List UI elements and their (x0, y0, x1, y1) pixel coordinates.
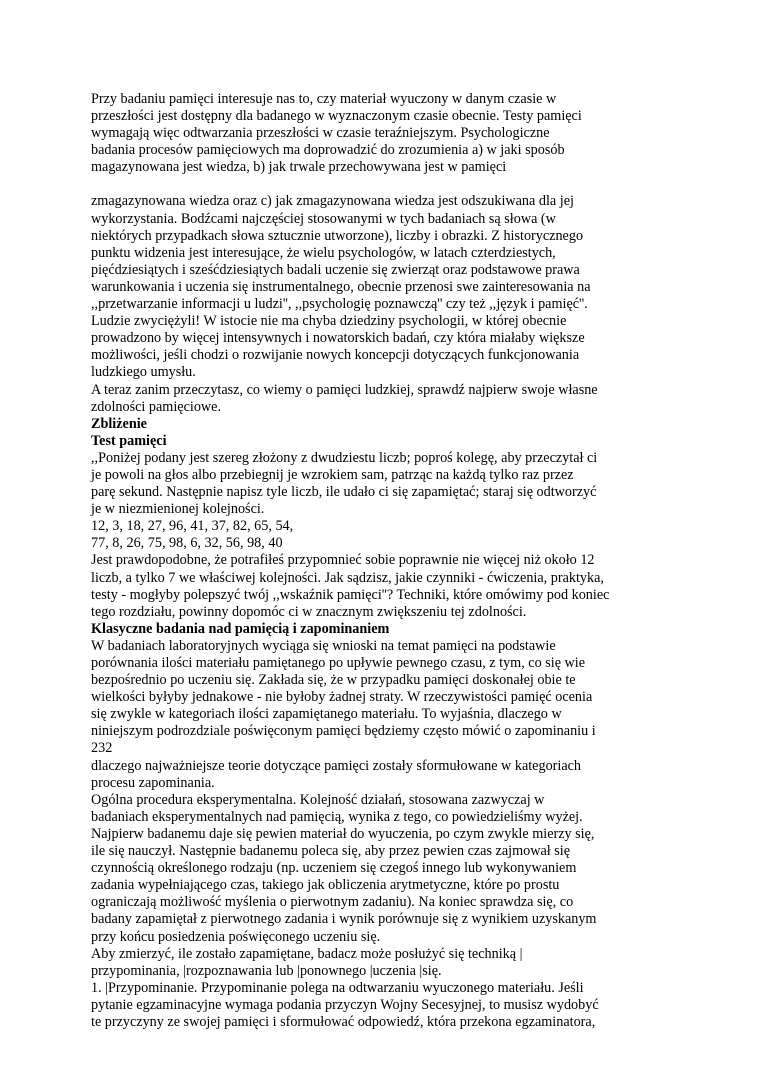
heading-klasyczne-badania: Klasyczne badania nad pamięcią i zapominaniem (91, 620, 390, 637)
text-line: testy - mogłyby polepszyć twój ,,wskaźnik pamięci''? Techniki, które omówimy pod koniec (91, 586, 610, 603)
text-line: zadania wypełniającego czas, takiego jak obliczenia arytmetyczne, które po prostu (91, 877, 560, 894)
text-line: wielkości byłyby jednakowe - nie byłoby żadnej straty. W rzeczywistości pamięć ocenia (91, 689, 593, 706)
text-line: Ludzie zwyciężyli! W istocie nie ma chyba dziedziny psychologii, w której obecnie (91, 313, 567, 330)
text-line: przypominania, |rozpoznawania lub |ponownego |uczenia |się. (91, 962, 442, 979)
text-line: pytanie egzaminacyjne wymaga podania przyczyn Wojny Secesyjnej, to musisz wydobyć (91, 996, 599, 1013)
text-line: czynnością określonego rodzaju (np. uczeniem się czegoś innego lub wykonywaniem (91, 860, 577, 877)
text-line: badania procesów pamięciowych ma doprowadzić do zrozumienia a) w jaki sposób (91, 142, 565, 159)
text-line: bezpośrednio po uczeniu się. Zakłada się, że w przypadku pamięci doskonałej obie te (91, 672, 576, 689)
text-line: się zwykle w kategoriach ilości zapamiętanego materiału. To wyjaśnia, dlaczego w (91, 706, 562, 723)
text-line: Ogólna procedura eksperymentalna. Kolejność działań, stosowana zazwyczaj w (91, 791, 545, 808)
text-line: ograniczają możliwość myślenia o pierwotnym zadaniu). Na koniec sprawdza się, co (91, 894, 574, 911)
text-line: ,,przetwarzanie informacji u ludzi'', ,,psychologię poznawczą'' czy też ,,język i pamięć''. (91, 296, 588, 313)
number-sequence-line: 77, 8, 26, 75, 98, 6, 32, 56, 98, 40 (91, 535, 283, 552)
text-line: 1. |Przypominanie. Przypominanie polega na odtwarzaniu wyuczonego materiału. Jeśli (91, 979, 584, 996)
text-line: ,,Poniżej podany jest szereg złożony z dwudziestu liczb; poproś kolegę, aby przeczytał ci (91, 449, 598, 466)
number-sequence-line: 12, 3, 18, 27, 96, 41, 37, 82, 65, 54, (91, 518, 294, 535)
text-line: ile się nauczył. Następnie badanemu poleca się, aby przez pewien czas zajmował się (91, 843, 571, 860)
heading-test-pamieci: Test pamięci (91, 432, 167, 449)
paragraph-intro (91, 91, 611, 176)
text-line: badaniach eksperymentalnych nad pamięcią, wynika z tego, co powiedzieliśmy wyżej. (91, 808, 583, 825)
page-number: 232 (91, 740, 113, 757)
paragraph-memory-test (91, 450, 611, 621)
text-line: punktu widzenia jest interesujące, że wielu psychologów, w latach czterdziestych, (91, 244, 556, 261)
text-line: W badaniach laboratoryjnych wyciąga się wnioski na temat pamięci na podstawie (91, 637, 556, 654)
paragraph-classic-research (91, 638, 611, 1031)
heading-zblizenie: Zbliżenie (91, 415, 147, 432)
text-line: przy końcu posiedzenia poświęconego uczeniu się. (91, 928, 381, 945)
text-line: warunkowania i uczenia się instrumentalnego, obecnie przenosi swe zainteresowania na (91, 278, 591, 295)
text-line: prowadzono by więcej intensywnych i nowatorskich badań, czy która miałaby większe (91, 330, 585, 347)
text-line: A teraz zanim przeczytasz, co wiemy o pamięci ludzkiej, sprawdź najpierw swoje własne (91, 381, 598, 398)
text-line: tego rozdziału, powinny dopomóc ci w znacznym zwiększeniu tej zdolności. (91, 603, 527, 620)
text-line: dlaczego najważniejsze teorie dotyczące pamięci zostały sformułowane w kategoriach (91, 757, 582, 774)
text-line: liczb, a tylko 7 we właściwej kolejności. Jak sądzisz, jakie czynniki - ćwiczenia, praktyka, (91, 569, 604, 586)
text-line: Przy badaniu pamięci interesuje nas to, czy materiał wyuczony w danym czasie w (91, 91, 557, 107)
text-line: parę sekund. Następnie napisz tyle liczb, ile udało ci się zapamiętać; staraj się odtworzyć (91, 484, 597, 501)
text-line: je powoli na głos albo przebiegnij je wzrokiem sam, patrząc na każdą tylko raz przez (91, 466, 574, 483)
text-line: magazynowana jest wiedza, b) jak trwale przechowywana jest w pamięci (91, 159, 507, 176)
text-line: zmagazynowana wiedza oraz c) jak zmagazynowana wiedza jest odszukiwana dla jej (91, 193, 574, 210)
text-line: możliwości, jeśli chodzi o rozwijanie nowych koncepcji dotyczących funkcjonowania (91, 347, 580, 364)
text-line: niniejszym podrozdziale poświęconym pamięci będziemy często mówić o zapominaniu i (91, 723, 596, 740)
text-line: zdolności pamięciowe. (91, 398, 222, 415)
text-line: pięćdziesiątych i sześćdziesiątych badali uczenie się zwierząt oraz podstawowe prawa (91, 261, 580, 278)
text-line: procesu zapominania. (91, 774, 215, 791)
document-page (91, 91, 611, 1031)
text-line: przeszłości jest dostępny dla badanego w wyznaczonym czasie obecnie. Testy pamięci (91, 108, 582, 125)
text-line: wymagają więc odtwarzania przeszłości w czasie teraźniejszym. Psychologiczne (91, 125, 550, 142)
text-line: badany zapamiętał z pierwotnego zadania i wynik porównuje się z wynikiem uzyskanym (91, 911, 597, 928)
text-line: Aby zmierzyć, ile zostało zapamiętane, badacz może posłużyć się techniką | (91, 945, 523, 962)
text-line: te przyczyny ze swojej pamięci i sformułować odpowiedź, która przekona egzaminatora, (91, 1013, 596, 1030)
text-line: Najpierw badanemu daje się pewien materiał do wyuczenia, po czym zwykle mierzy się, (91, 825, 595, 842)
text-line: ludzkiego umysłu. (91, 364, 196, 381)
paragraph-history (91, 193, 611, 415)
text-line: niektórych przypadkach słowa sztucznie utworzone), liczby i obrazki. Z historycznego (91, 227, 584, 244)
text-line: je w niezmienionej kolejności. (91, 501, 265, 518)
text-line: porównania ilości materiału pamiętanego po upływie pewnego czasu, z tym, co się wie (91, 655, 586, 671)
text-line: Jest prawdopodobne, że potrafiłeś przypomnieć sobie poprawnie nie więcej niż około 12 (91, 552, 595, 569)
text-line: wykorzystania. Bodźcami najczęściej stosowanymi w tych badaniach są słowa (w (91, 210, 556, 227)
paragraph-gap (91, 176, 611, 193)
